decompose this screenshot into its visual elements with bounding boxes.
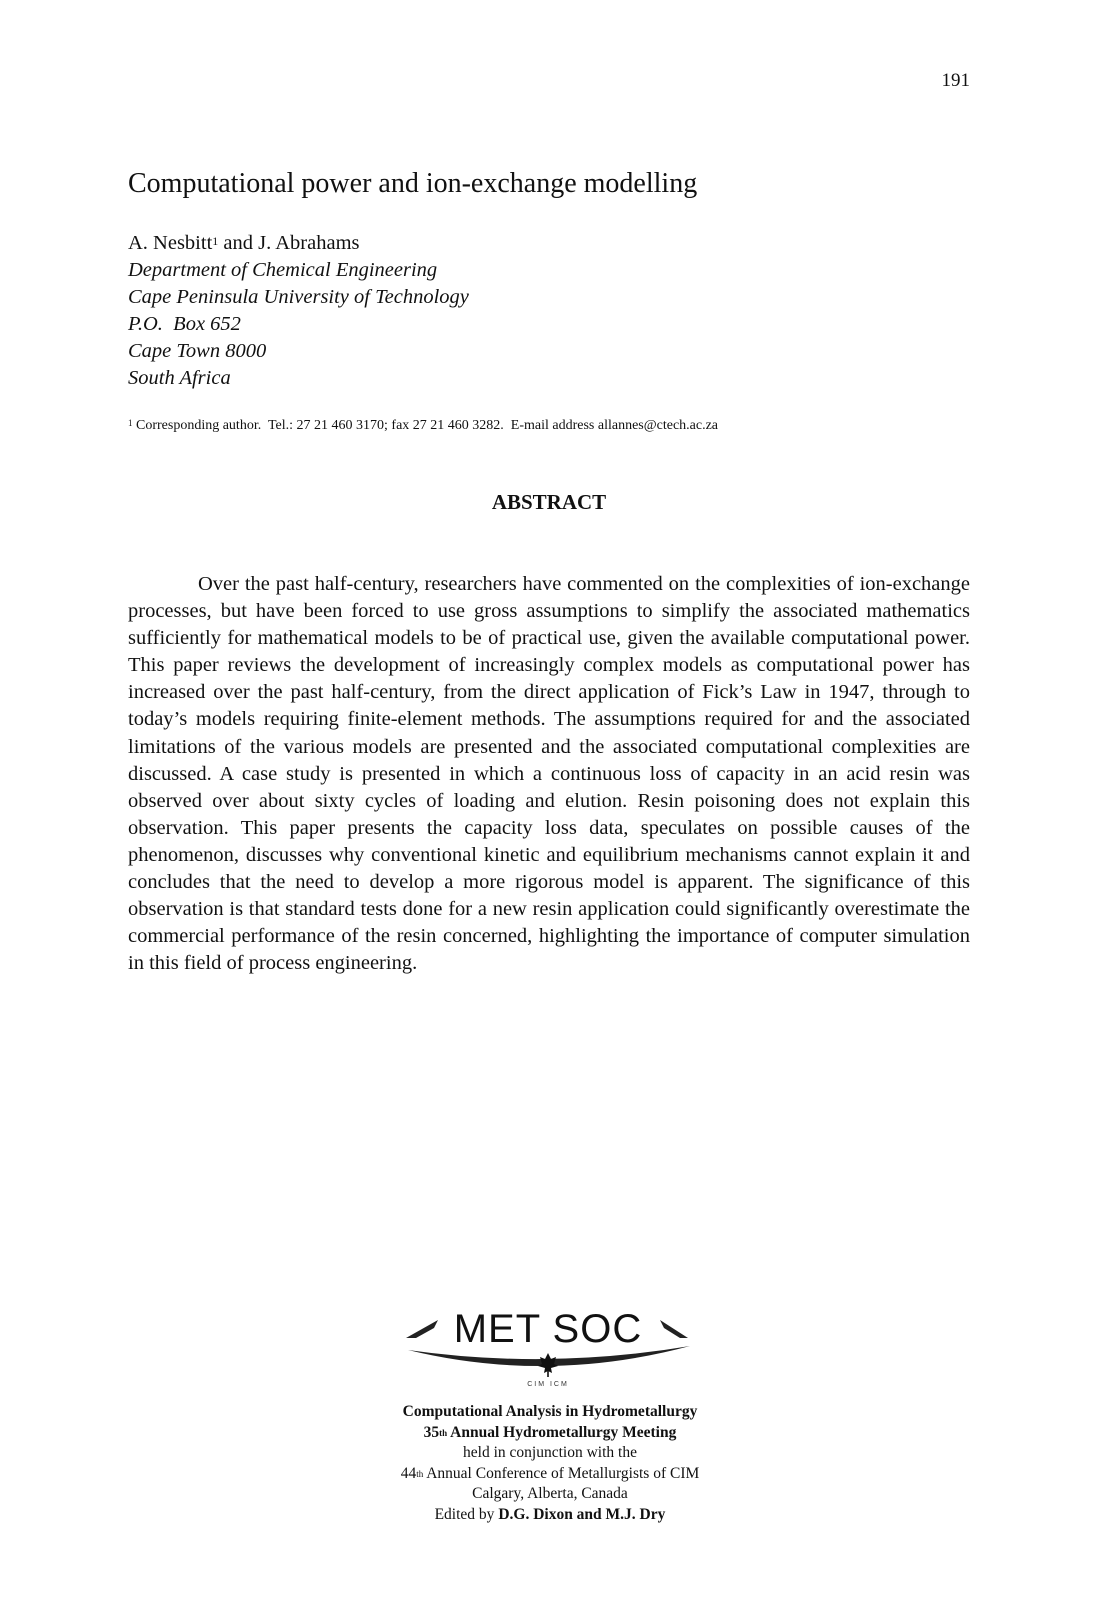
author-block [128, 230, 469, 392]
conference-line: held in conjunction with the [463, 1444, 637, 1461]
author-name: A. Nesbitt [128, 232, 213, 254]
affiliation-line: P.O. Box 652 [128, 313, 241, 335]
logo-swoosh-right-arrow [660, 1320, 688, 1338]
affiliation-line: Cape Peninsula University of Technology [128, 286, 469, 308]
editors: D.G. Dixon and M.J. Dry [498, 1505, 666, 1523]
affiliation-line: South Africa [128, 367, 231, 389]
logo-swoosh-left-arrow [406, 1320, 438, 1338]
conference-line: Edited by D.G. Dixon and M.J. Dry [434, 1505, 666, 1523]
paper-title: Computational power and ion-exchange modelling [128, 168, 698, 199]
conference-line: 35th Annual Hydrometallurgy Meeting [423, 1423, 677, 1441]
footnote-marker: 1 [212, 234, 219, 248]
author-joiner: and [218, 232, 259, 254]
footnote-text: Corresponding author. Tel.: 27 21 460 3170; fax 27 21 460 3282. E-mail address allannes@ctech.ac.za [132, 418, 719, 433]
abstract-heading: ABSTRACT [491, 490, 607, 514]
author-name: J. Abrahams [258, 232, 360, 254]
metsoc-logo [398, 1298, 698, 1390]
affiliation-line: Cape Town 8000 [128, 340, 267, 362]
conference-line: Computational Analysis in Hydrometallurgy [402, 1403, 698, 1420]
logo-subtext: CIM ICM [527, 1381, 569, 1388]
corresponding-author-footnote [128, 418, 718, 434]
conference-line: Calgary, Alberta, Canada [472, 1485, 628, 1502]
author-line [128, 230, 469, 257]
page-number: 191 [941, 70, 970, 91]
conference-line: 44th Annual Conference of Metallurgists of CIM [400, 1464, 700, 1482]
maple-leaf-icon [538, 1353, 558, 1377]
affiliation-line: Department of Chemical Engineering [128, 259, 438, 281]
logo-text: MET SOC [453, 1307, 643, 1351]
conference-info [330, 1402, 770, 1525]
abstract-body: Over the past half-century, researchers have commented on the complexities of ion-exchange processes, but have been forced to use gross assumptions to simplify the associated mathematics sufficiently for mathematical models to be of practical use, given the available computational power. This paper reviews the development of increasingly complex models as computational power has increased over the past half-century, from the direct application of Fick’s Law in 1947, through to today’s models requiring finite-element methods. The assumptions required for and the associated limitations of the various models are presented and the associated computational complexities are discussed. A case study is presented in which a continuous loss of capacity in an acid resin was observed over about sixty cycles of loading and elution. Resin poisoning does not explain this observation. This paper presents the capacity loss data, speculates on possible causes of the phenomenon, discusses why conventional kinetic and equilibrium mechanisms cannot explain it and concludes that the need to develop a more rigorous model is apparent. The significance of this observation is that standard tests done for a new resin application could significantly overestimate the commercial performance of the resin concerned, highlighting the importance of computer simulation in this field of process engineering. [128, 573, 970, 975]
footnote-marker: 1 [128, 418, 133, 428]
